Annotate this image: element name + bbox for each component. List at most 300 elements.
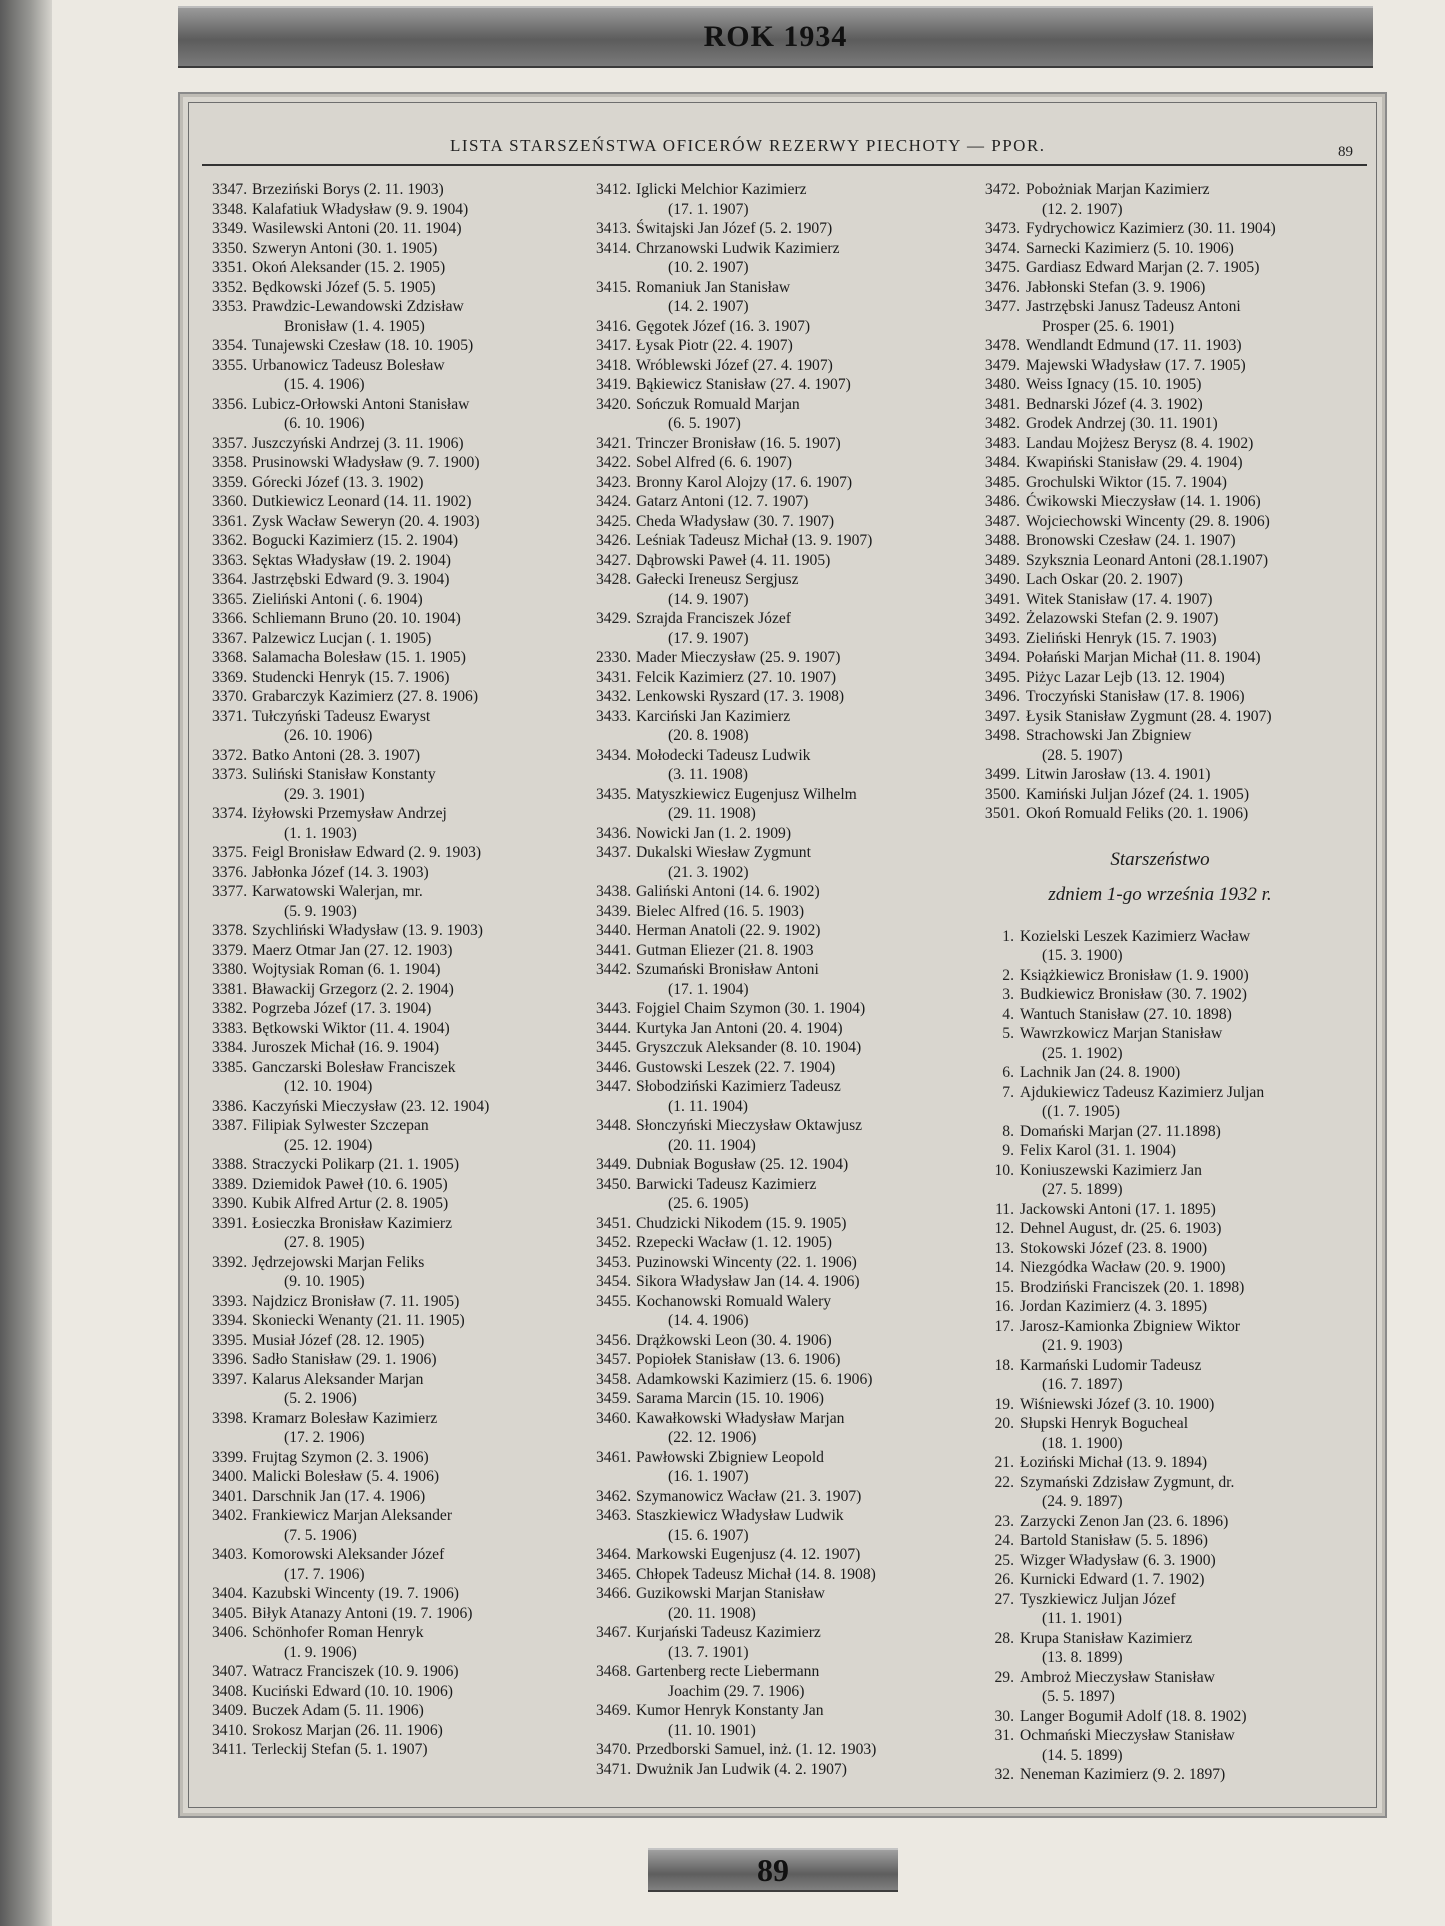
entry-number: 3377. [212, 883, 248, 900]
entry-number: 3384. [212, 1039, 248, 1056]
page-number: 89 [757, 1852, 789, 1888]
entry-continuation: (1. 9. 1906) [284, 1643, 357, 1661]
officer-entry [212, 1194, 592, 1214]
entry-number: 3376. [212, 863, 248, 881]
entry-number: 3428. [596, 571, 632, 588]
officer-entry [212, 180, 592, 200]
officer-entry [212, 551, 592, 571]
entry-name: Juszczyński Andrzej (3. 11. 1906) [252, 434, 464, 452]
entry-number: 3392. [212, 1253, 248, 1271]
entry-continuation: (17. 1. 1907) [668, 200, 749, 218]
officer-entry [596, 882, 978, 902]
entry-number: 3425. [596, 512, 632, 530]
entry-number: 3499. [984, 766, 1020, 783]
entry-number: 3379. [212, 941, 248, 959]
entry-name: Górecki Józef (13. 3. 1902) [252, 473, 424, 491]
entry-name: Landau Mojżesz Berysz (8. 4. 1902) [1026, 434, 1254, 452]
officer-entry [980, 395, 1370, 415]
officer-entry [980, 336, 1370, 356]
entry-number: 3471. [596, 1760, 632, 1778]
entry-number: 3360. [212, 493, 248, 510]
entry-name: Felix Karol (31. 1. 1904) [1020, 1142, 1176, 1159]
scanned-register-page [178, 92, 1387, 1818]
entry-name: Dziemidok Paweł (10. 6. 1905) [252, 1175, 448, 1193]
entry-number: 28. [994, 1629, 1014, 1647]
entry-number: 3487. [984, 512, 1020, 530]
entry-name: Matyszkiewicz Eugenjusz Wilhelm [636, 785, 857, 803]
entry-name: Sarnecki Kazimierz (5. 10. 1906) [1026, 239, 1234, 257]
entry-name: Malicki Bolesław (5. 4. 1906) [252, 1468, 440, 1485]
entry-name: Bielec Alfred (16. 5. 1903) [636, 902, 805, 920]
entry-number: 3. [1002, 986, 1014, 1003]
entry-name: Frujtag Szymon (2. 3. 1906) [252, 1448, 429, 1466]
entry-name: Ganczarski Bolesław Franciszek [252, 1058, 456, 1076]
entry-name: Budkiewicz Bronisław (30. 7. 1902) [1020, 986, 1247, 1003]
entry-name: Wróblewski Józef (27. 4. 1907) [636, 356, 833, 374]
entry-name: Okoń Aleksander (15. 2. 1905) [252, 259, 446, 276]
entry-number: 3369. [212, 668, 248, 686]
entry-number: 3390. [212, 1195, 248, 1212]
entry-name: Wojtysiak Roman (6. 1. 1904) [252, 961, 441, 978]
entry-name: Majewski Władysław (17. 7. 1905) [1026, 356, 1246, 374]
officer-entry [980, 297, 1370, 336]
entry-number: 3477. [984, 298, 1020, 315]
entry-continuation: (5. 5. 1897) [1042, 1688, 1115, 1705]
officer-entry [212, 1155, 592, 1175]
entry-continuation: ((1. 7. 1905) [1042, 1103, 1120, 1120]
entry-name: Terleckij Stefan (5. 1. 1907) [252, 1741, 428, 1758]
officer-entry [596, 1389, 978, 1409]
entry-number: 3456. [596, 1331, 632, 1349]
officer-entry [980, 1219, 1370, 1239]
entry-number: 3405. [212, 1604, 248, 1622]
entry-number: 3366. [212, 610, 248, 627]
entry-name: Watracz Franciszek (10. 9. 1906) [252, 1663, 459, 1680]
officer-entry [980, 1141, 1370, 1161]
entry-number: 10. [994, 1161, 1014, 1179]
entry-name: Kubik Alfred Artur (2. 8. 1905) [252, 1195, 449, 1212]
entry-number: 3356. [212, 395, 248, 413]
officer-entry [212, 1038, 592, 1058]
officer-entry [212, 921, 592, 941]
entry-name: Straczycki Polikarp (21. 1. 1905) [252, 1156, 460, 1173]
officer-entry [980, 258, 1370, 278]
officer-entry [980, 668, 1370, 688]
entry-number: 23. [994, 1512, 1014, 1530]
entry-number: 3385. [212, 1058, 248, 1076]
officer-entry [596, 1038, 978, 1058]
entry-number: 3357. [212, 434, 248, 452]
entry-continuation: (1. 1. 1903) [284, 824, 357, 842]
entry-number: 3387. [212, 1117, 248, 1134]
entry-continuation: (16. 7. 1897) [1042, 1376, 1123, 1393]
officer-entry [212, 999, 592, 1019]
entry-number: 3404. [212, 1585, 248, 1602]
entry-name: Kramarz Bolesław Kazimierz [252, 1409, 438, 1427]
entry-name: Rzepecki Wacław (1. 12. 1905) [636, 1234, 832, 1251]
entry-name: Trinczer Bronisław (16. 5. 1907) [636, 434, 841, 452]
entry-number: 3361. [212, 512, 248, 530]
entry-name: Pawłowski Zbigniew Leopold [636, 1448, 824, 1466]
entry-number: 3432. [596, 688, 632, 705]
officer-entry [980, 1200, 1370, 1220]
entry-name: Karciński Jan Kazimierz [636, 707, 791, 725]
officer-entry [980, 985, 1370, 1005]
entry-number: 3444. [596, 1019, 632, 1037]
entry-continuation: (28. 5. 1907) [1042, 746, 1123, 764]
entry-name: Iglicki Melchior Kazimierz [636, 181, 807, 198]
entry-continuation: (3. 11. 1908) [668, 766, 748, 783]
entry-continuation: (12. 10. 1904) [284, 1078, 373, 1095]
entry-name: Kaczyński Mieczysław (23. 12. 1904) [252, 1097, 490, 1115]
officer-entry [212, 1682, 592, 1702]
entry-name: Srokosz Marjan (26. 11. 1906) [252, 1721, 443, 1739]
entry-number: 3364. [212, 571, 248, 588]
entry-name: Gartenberg recte Liebermann [636, 1663, 820, 1680]
officer-entry [596, 843, 978, 882]
entry-number: 3447. [596, 1078, 632, 1095]
entry-number: 3355. [212, 356, 248, 374]
entry-number: 3451. [596, 1214, 632, 1232]
entry-name: Książkiewicz Bronisław (1. 9. 1900) [1020, 966, 1249, 984]
officer-entry [212, 1058, 592, 1097]
entry-number: 3489. [984, 551, 1020, 569]
entry-name: Skoniecki Wenanty (21. 11. 1905) [252, 1312, 465, 1329]
officer-entry [596, 1409, 978, 1448]
entry-name: Ambroż Mieczysław Stanisław [1020, 1668, 1215, 1686]
officer-entry [596, 219, 978, 239]
entry-number: 3492. [984, 610, 1020, 627]
officer-entry [980, 707, 1370, 727]
column-1 [212, 180, 592, 1760]
entry-number: 3365. [212, 590, 248, 608]
entry-name: Filipiak Sylwester Szczepan [252, 1117, 429, 1134]
entry-number: 3372. [212, 746, 248, 764]
entry-name: Kuciński Edward (10. 10. 1906) [252, 1682, 453, 1700]
entry-continuation: (18. 1. 1900) [1042, 1434, 1123, 1452]
entry-continuation: (13. 8. 1899) [1042, 1649, 1123, 1666]
officer-entry [596, 1214, 978, 1234]
entry-name: Ćwikowski Mieczysław (14. 1. 1906) [1026, 493, 1261, 510]
entry-name: Sęktas Władysław (19. 2. 1904) [252, 551, 451, 569]
entry-name: Nowicki Jan (1. 2. 1909) [636, 824, 792, 842]
entry-number: 3349. [212, 220, 248, 237]
entry-continuation: (1. 11. 1904) [668, 1097, 748, 1115]
officer-entry [596, 1506, 978, 1545]
entry-number: 3485. [984, 473, 1020, 491]
entry-name: Koniuszewski Kazimierz Jan [1020, 1161, 1202, 1179]
officer-entry [212, 200, 592, 220]
entry-name: Studencki Henryk (15. 7. 1906) [252, 668, 450, 686]
officer-entry [212, 1370, 592, 1409]
entry-name: Kalarus Aleksander Marjan [252, 1370, 424, 1388]
entry-name: Sończuk Romuald Marjan [636, 395, 800, 413]
officer-entry [980, 1629, 1370, 1668]
officer-entry [980, 1024, 1370, 1063]
entry-number: 20. [994, 1415, 1014, 1432]
entry-name: Dutkiewicz Leonard (14. 11. 1902) [252, 493, 472, 510]
officer-entry [980, 356, 1370, 376]
entry-name: Bartold Stanisław (5. 5. 1896) [1020, 1532, 1208, 1549]
entry-name: Brodziński Franciszek (20. 1. 1898) [1020, 1278, 1245, 1296]
section-heading-seniority: Starszeństwo [1110, 848, 1210, 870]
column-3-list [980, 180, 1370, 824]
officer-entry [980, 1161, 1370, 1200]
officer-entry [980, 1473, 1370, 1512]
entry-number: 3370. [212, 688, 248, 705]
entry-number: 3394. [212, 1312, 248, 1329]
entry-name: Tunajewski Czesław (18. 10. 1905) [252, 337, 474, 354]
entry-name: Łosieczka Bronisław Kazimierz [252, 1214, 453, 1232]
entry-number: 3429. [596, 610, 632, 627]
officer-entry [980, 414, 1370, 434]
entry-name: Kazubski Wincenty (19. 7. 1906) [252, 1585, 459, 1602]
entry-name: Bławackij Grzegorz (2. 2. 1904) [252, 980, 454, 998]
entry-number: 26. [994, 1571, 1014, 1588]
entry-continuation: (29. 11. 1908) [668, 805, 756, 822]
officer-entry [596, 492, 978, 512]
officer-entry [596, 239, 978, 278]
entry-name: Kamiński Juljan Józef (24. 1. 1905) [1026, 785, 1250, 803]
entry-number: 3434. [596, 746, 632, 764]
entry-name: Maerz Otmar Jan (27. 12. 1903) [252, 941, 453, 959]
entry-name: Prawdzic-Lewandowski Zdzisław [252, 298, 464, 315]
officer-entry [212, 609, 592, 629]
officer-entry [980, 1063, 1370, 1083]
entry-name: Kozielski Leszek Kazimierz Wacław [1020, 927, 1251, 945]
entry-number: 19. [994, 1395, 1014, 1413]
officer-entry [980, 180, 1370, 219]
officer-entry [596, 1155, 978, 1175]
entry-name: Kurjański Tadeusz Kazimierz [636, 1624, 821, 1641]
entry-number: 3359. [212, 473, 248, 491]
officer-entry [212, 1487, 592, 1507]
entry-name: Okoń Romuald Feliks (20. 1. 1906) [1026, 805, 1249, 822]
officer-entry [596, 1253, 978, 1273]
officer-entry [212, 278, 592, 298]
officer-entry [596, 434, 978, 454]
entry-name: Popiołek Stanisław (13. 6. 1906) [636, 1351, 841, 1368]
officer-entry [980, 1005, 1370, 1025]
entry-name: Bronny Karol Alojzy (17. 6. 1907) [636, 473, 853, 491]
entry-name: Jabłonka Józef (14. 3. 1903) [252, 863, 429, 881]
entry-name: Wasilewski Antoni (20. 11. 1904) [252, 220, 462, 237]
entry-number: 3436. [596, 824, 632, 842]
officer-entry [596, 570, 978, 609]
entry-number: 3417. [596, 337, 632, 354]
entry-name: Tułczyński Tadeusz Ewaryst [252, 707, 431, 725]
officer-entry [980, 453, 1370, 473]
entry-name: Słupski Henryk Bogucheal [1020, 1415, 1189, 1432]
officer-entry [980, 1726, 1370, 1765]
entry-continuation: (27. 5. 1899) [1042, 1181, 1123, 1198]
entry-name: Dukalski Wiesław Zygmunt [636, 844, 811, 861]
officer-entry [596, 1292, 978, 1331]
entry-number: 3415. [596, 278, 632, 296]
entry-number: 3391. [212, 1214, 248, 1232]
officer-entry [596, 648, 978, 668]
entry-number: 3352. [212, 278, 248, 296]
entry-name: Dehnel August, dr. (25. 6. 1903) [1020, 1220, 1222, 1237]
entry-name: Wojciechowski Wincenty (29. 8. 1906) [1026, 512, 1270, 530]
entry-number: 3457. [596, 1351, 632, 1368]
entry-number: 3497. [984, 707, 1020, 725]
entry-number: 30. [994, 1707, 1014, 1725]
officer-entry [212, 356, 592, 395]
header-rule [202, 164, 1367, 166]
officer-entry [212, 1623, 592, 1662]
entry-number: 3438. [596, 883, 632, 900]
entry-number: 3426. [596, 532, 632, 549]
entry-number: 3493. [984, 629, 1020, 647]
entry-name: Gardiasz Edward Marjan (2. 7. 1905) [1026, 259, 1260, 276]
entry-name: Strachowski Jan Zbigniew [1026, 727, 1192, 744]
officer-entry [596, 687, 978, 707]
entry-name: Pogrzeba Józef (17. 3. 1904) [252, 1000, 432, 1017]
entry-continuation: (17. 2. 1906) [284, 1429, 365, 1446]
officer-entry [212, 843, 592, 863]
officer-entry [212, 1116, 592, 1155]
entry-continuation: (6. 10. 1906) [284, 415, 365, 432]
officer-entry [596, 1623, 978, 1662]
entry-number: 3439. [596, 902, 632, 920]
entry-name: Zysk Wacław Seweryn (20. 4. 1903) [252, 512, 480, 530]
entry-number: 3419. [596, 376, 632, 393]
entry-number: 3472. [984, 181, 1020, 198]
entry-continuation: Bronisław (1. 4. 1905) [284, 317, 425, 335]
entry-number: 3414. [596, 239, 632, 257]
officer-entry [212, 473, 592, 493]
entry-name: Wizger Władysław (6. 3. 1900) [1020, 1551, 1216, 1569]
entry-number: 1. [1002, 927, 1014, 945]
entry-name: Romaniuk Jan Stanisław [636, 278, 791, 296]
entry-name: Fydrychowicz Kazimierz (30. 11. 1904) [1026, 220, 1276, 237]
officer-entry [596, 668, 978, 688]
entry-name: Jastrzębski Janusz Tadeusz Antoni [1026, 298, 1241, 315]
entry-number: 3469. [596, 1702, 632, 1719]
register-header-title: LISTA STARSZEŃSTWA OFICERÓW REZERWY PIECHOTY — PPOR. [450, 136, 1046, 155]
officer-entry [596, 941, 978, 961]
entry-number: 3458. [596, 1370, 632, 1388]
entry-number: 3402. [212, 1507, 248, 1524]
officer-entry [980, 1395, 1370, 1415]
entry-continuation: (16. 1. 1907) [668, 1468, 749, 1485]
entry-number: 3479. [984, 356, 1020, 374]
officer-entry [596, 960, 978, 999]
entry-number: 3481. [984, 395, 1020, 413]
officer-entry [212, 1701, 592, 1721]
entry-number: 3454. [596, 1273, 632, 1290]
entry-number: 3389. [212, 1175, 248, 1193]
officer-entry [980, 1317, 1370, 1356]
entry-number: 3401. [212, 1487, 248, 1505]
entry-continuation: (6. 5. 1907) [668, 415, 741, 432]
entry-continuation: (15. 6. 1907) [668, 1526, 749, 1544]
officer-entry [212, 1740, 592, 1760]
officer-entry [596, 512, 978, 532]
entry-name: Gęgotek Józef (16. 3. 1907) [636, 317, 811, 335]
entry-number: 17. [994, 1317, 1014, 1335]
entry-name: Iżyłowski Przemysław Andrzej [252, 805, 447, 822]
entry-name: Gutman Eliezer (21. 8. 1903 [636, 941, 814, 959]
entry-number: 31. [994, 1727, 1014, 1744]
officer-entry [596, 1740, 978, 1760]
entry-number: 3388. [212, 1156, 248, 1173]
officer-entry [596, 395, 978, 434]
entry-name: Witek Stanisław (17. 4. 1907) [1026, 590, 1213, 608]
entry-number: 12. [994, 1220, 1014, 1237]
entry-number: 3407. [212, 1663, 248, 1680]
entry-number: 22. [994, 1473, 1014, 1491]
entry-continuation: (17. 7. 1906) [284, 1565, 365, 1583]
officer-entry [596, 278, 978, 317]
entry-name: Gustowski Leszek (22. 7. 1904) [636, 1058, 836, 1076]
entry-number: 3378. [212, 922, 248, 939]
officer-entry [980, 1356, 1370, 1395]
officer-entry [596, 1272, 978, 1292]
entry-number: 3460. [596, 1409, 632, 1427]
officer-entry [980, 570, 1370, 590]
entry-number: 3362. [212, 532, 248, 549]
entry-continuation: (11. 10. 1901) [668, 1721, 756, 1739]
entry-number: 3452. [596, 1234, 632, 1251]
entry-number: 3466. [596, 1585, 632, 1602]
officer-entry [596, 1058, 978, 1078]
column-3 [980, 180, 1370, 1785]
entry-name: Szymanowicz Wacław (21. 3. 1907) [636, 1487, 862, 1505]
entry-number: 3464. [596, 1546, 632, 1563]
entry-name: Sadło Stanisław (29. 1. 1906) [252, 1351, 437, 1368]
entry-number: 5. [1002, 1025, 1014, 1042]
entry-number: 3500. [984, 785, 1020, 803]
entry-number: 3437. [596, 844, 632, 861]
entry-name: Buczek Adam (5. 11. 1906) [252, 1702, 424, 1719]
entry-name: Tyszkiewicz Juljan Józef [1020, 1590, 1176, 1608]
entry-continuation: Joachim (29. 7. 1906) [668, 1682, 805, 1700]
entry-number: 3442. [596, 961, 632, 978]
entry-number: 3412. [596, 181, 632, 198]
entry-number: 3449. [596, 1156, 632, 1173]
entry-number: 3410. [212, 1721, 248, 1739]
entry-number: 3393. [212, 1292, 248, 1310]
entry-name: Szychliński Władysław (13. 9. 1903) [252, 922, 483, 939]
officer-entry [980, 1083, 1370, 1122]
officer-entry [212, 570, 592, 590]
officer-entry [212, 1604, 592, 1624]
officer-entry [596, 1545, 978, 1565]
entry-continuation: (13. 7. 1901) [668, 1643, 749, 1661]
entry-name: Neneman Kazimierz (9. 2. 1897) [1020, 1766, 1226, 1783]
entry-number: 3450. [596, 1175, 632, 1193]
entry-number: 3397. [212, 1370, 248, 1388]
officer-entry [980, 765, 1370, 785]
entry-name: Zarzycki Zenon Jan (23. 6. 1896) [1020, 1512, 1229, 1530]
entry-number: 3501. [984, 805, 1020, 822]
entry-name: Cheda Władysław (30. 7. 1907) [636, 512, 835, 530]
page-number-banner [648, 1848, 898, 1892]
officer-entry [980, 1531, 1370, 1551]
officer-entry [212, 1214, 592, 1253]
officer-entry [980, 1239, 1370, 1259]
entry-name: Sobel Alfred (6. 6. 1907) [636, 454, 792, 471]
entry-name: Słobodziński Kazimierz Tadeusz [636, 1078, 841, 1095]
officer-entry [980, 629, 1370, 649]
entry-continuation: (14. 5. 1899) [1042, 1746, 1123, 1764]
entry-name: Puzinowski Wincenty (22. 1. 1906) [636, 1253, 857, 1271]
officer-entry [596, 999, 978, 1019]
officer-entry [212, 1175, 592, 1195]
entry-continuation: (15. 4. 1906) [284, 376, 365, 393]
